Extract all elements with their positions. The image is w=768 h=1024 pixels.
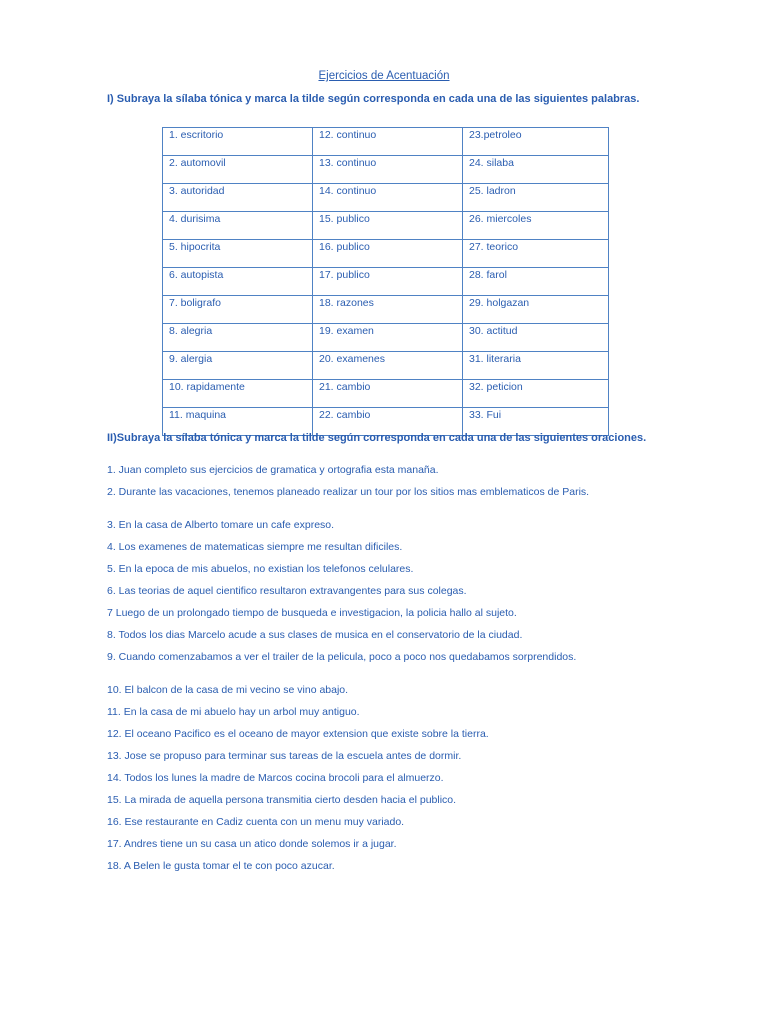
word-cell: 12. continuo [313, 128, 463, 156]
sentence-item: 12. El oceano Pacifico es el oceano de mayor extension que existe sobre la tierra. [107, 728, 489, 740]
word-cell: 13. continuo [313, 156, 463, 184]
word-cell: 1. escritorio [163, 128, 313, 156]
table-row [163, 212, 609, 240]
word-cell: 11. maquina [163, 408, 313, 436]
sentence-item: 9. Cuando comenzabamos a ver el trailer de la pelicula, poco a poco nos quedabamos sorprendidos. [107, 651, 577, 663]
sentence-item: 5. En la epoca de mis abuelos, no existian los telefonos celulares. [107, 563, 414, 575]
word-cell: 7. boligrafo [163, 296, 313, 324]
table-row [163, 268, 609, 296]
word-cell: 18. razones [313, 296, 463, 324]
sentence-item: 17. Andres tiene un su casa un atico donde solemos ir a jugar. [107, 838, 397, 850]
word-cell: 19. examen [313, 324, 463, 352]
sentence-item: 16. Ese restaurante en Cadiz cuenta con un menu muy variado. [107, 816, 405, 828]
sentence-item: 15. La mirada de aquella persona transmitia cierto desden hacia el publico. [107, 794, 457, 806]
word-cell: 23.petroleo [463, 128, 609, 156]
table-row [163, 324, 609, 352]
word-cell: 14. continuo [313, 184, 463, 212]
sentence-list [107, 465, 662, 872]
word-cell: 8. alegria [163, 324, 313, 352]
document-title: Ejercicios de Acentuación [318, 70, 450, 82]
word-cell: 24. silaba [463, 156, 609, 184]
sentence-item: 6. Las teorias de aquel cientifico resultaron extravangentes para sus colegas. [107, 585, 467, 597]
table-row [163, 156, 609, 184]
word-cell: 3. autoridad [163, 184, 313, 212]
word-cell: 16. publico [313, 240, 463, 268]
sentence-item: 10. El balcon de la casa de mi vecino se vino abajo. [107, 684, 349, 696]
table-row [163, 296, 609, 324]
sentence-item: 2. Durante las vacaciones, tenemos planeado realizar un tour por los sitios mas emblematicos de Paris. [107, 486, 590, 498]
sentence-item: 18. A Belen le gusta tomar el te con poco azucar. [107, 860, 335, 872]
table-row [163, 352, 609, 380]
word-cell: 10. rapidamente [163, 380, 313, 408]
word-cell: 22. cambio [313, 408, 463, 436]
sentence-item: 4. Los examenes de matematicas siempre me resultan dificiles. [107, 541, 403, 553]
sentence-item: 1. Juan completo sus ejercicios de gramatica y ortografia esta manaña. [107, 464, 439, 476]
sentence-item: 14. Todos los lunes la madre de Marcos cocina brocoli para el almuerzo. [107, 772, 444, 784]
sentence-item: 11. En la casa de mi abuelo hay un arbol muy antiguo. [107, 706, 360, 718]
word-cell: 25. ladron [463, 184, 609, 212]
section-1-heading: I) Subraya la sílaba tónica y marca la tilde según corresponda en cada una de las siguientes palabras. [107, 93, 640, 105]
section-2-heading: II)Subraya la sílaba tónica y marca la tilde según corresponda en cada una de las siguientes oraciones. [107, 432, 647, 444]
word-cell: 32. peticion [463, 380, 609, 408]
sentence-item: 7 Luego de un prolongado tiempo de busqueda e investigacion, la policia hallo al sujeto. [107, 607, 517, 619]
word-cell: 28. farol [463, 268, 609, 296]
word-cell: 29. holgazan [463, 296, 609, 324]
sentence-item: 13. Jose se propuso para terminar sus tareas de la escuela antes de dormir. [107, 750, 462, 762]
table-row [163, 380, 609, 408]
sentence-item: 8. Todos los dias Marcelo acude a sus clases de musica en el conservatorio de la ciudad. [107, 629, 523, 641]
table-row [163, 128, 609, 156]
word-cell: 17. publico [313, 268, 463, 296]
word-cell: 31. literaria [463, 352, 609, 380]
word-cell: 9. alergia [163, 352, 313, 380]
word-cell: 2. automovil [163, 156, 313, 184]
word-cell: 33. Fui [463, 408, 609, 436]
word-cell: 21. cambio [313, 380, 463, 408]
table-row [163, 240, 609, 268]
sentence-item: 3. En la casa de Alberto tomare un cafe expreso. [107, 519, 335, 531]
word-cell: 4. durisima [163, 212, 313, 240]
word-cell: 26. miercoles [463, 212, 609, 240]
word-cell: 6. autopista [163, 268, 313, 296]
word-cell: 5. hipocrita [163, 240, 313, 268]
word-cell: 15. publico [313, 212, 463, 240]
word-cell: 27. teorico [463, 240, 609, 268]
word-cell: 30. actitud [463, 324, 609, 352]
word-cell: 20. examenes [313, 352, 463, 380]
table-row [163, 184, 609, 212]
words-table [162, 127, 609, 436]
